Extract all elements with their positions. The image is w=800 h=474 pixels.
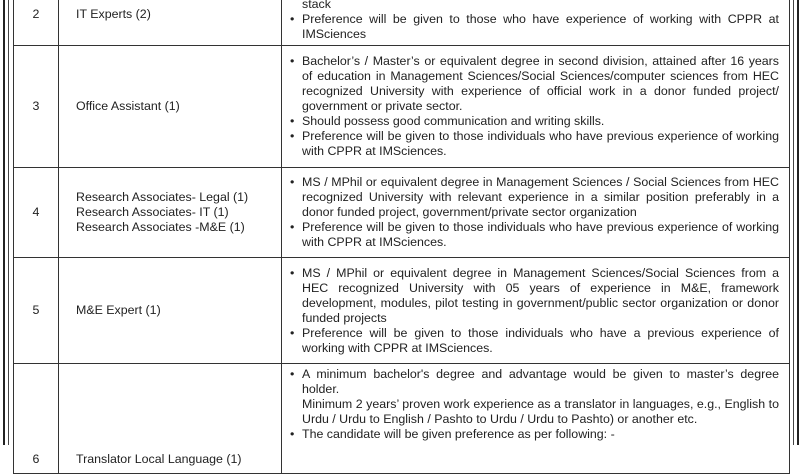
requirements-list <box>289 54 779 159</box>
page-border-left <box>3 0 5 445</box>
requirements-list <box>289 175 779 250</box>
requirements-cell <box>282 364 790 474</box>
requirements-list <box>289 367 779 442</box>
table-row <box>14 364 790 474</box>
requirement-item: • Preference will be given to those who have experience of working with CPPR at IMSciences <box>289 12 779 42</box>
requirements-cell <box>282 46 790 168</box>
requirements-cell <box>282 0 790 46</box>
position-title <box>59 0 282 46</box>
position-line: Research Associates- Legal (1) <box>76 190 249 204</box>
requirement-item: • Should possess good communication and writing skills. <box>289 114 779 129</box>
requirement-item: • Bachelor’s / Master’s or equivalent degree in second division, attained after 16 years of education in Management Sciences/Social Sciences/computer sciences from HEC recognized University with experience of official work in a donor funded project/ government or private sector. <box>289 54 779 114</box>
page-border-right <box>797 0 799 445</box>
requirement-item: • A minimum bachelor's degree and advantage would be given to master’s degree holder. <box>289 367 779 397</box>
position-title <box>59 168 282 258</box>
table-row <box>14 46 790 168</box>
position-line: Office Assistant (1) <box>76 99 180 113</box>
position-line: Translator Local Language (1) <box>76 452 242 466</box>
position-title <box>59 364 282 474</box>
requirements-cell <box>282 258 790 364</box>
position-line: Research Associates -M&E (1) <box>76 220 245 234</box>
requirement-item: Minimum 2 years’ proven work experience as a translator in languages, e.g., English to Urdu / Urdu to English / Pashto to Urdu / Urdu to Pashto) or another etc. <box>302 397 779 426</box>
position-line: M&E Expert (1) <box>76 303 161 317</box>
position-title <box>59 258 282 364</box>
requirement-item: • MS / MPhil or equivalent degree in Management Sciences / Social Sciences from HEC recognized University with relevant experience in a similar position preferably in a donor funded project, government/private sector organization <box>289 175 779 220</box>
serial-number: 5 <box>14 258 59 364</box>
serial-number: 4 <box>14 168 59 258</box>
positions-table <box>13 0 790 474</box>
requirement-item: • Preference will be given to those individuals who have a previous experience of working with CPPR at IMSciences. <box>289 326 779 356</box>
requirement-item: • MS / MPhil or equivalent degree in Management Sciences/Social Sciences from a HEC recognized University with 05 years of experience in M&E, framework development, modules, pilot testing in government/public sector organization or donor funded projects <box>289 266 779 326</box>
serial-number: 6 <box>14 364 59 474</box>
table-row <box>14 258 790 364</box>
requirement-item: stack <box>302 0 331 11</box>
serial-number: 2 <box>14 0 59 46</box>
table-row <box>14 0 790 46</box>
requirements-cell <box>282 168 790 258</box>
requirement-item: • Preference will be given to those individuals who have previous experience of working with CPPR at IMSciences. <box>289 220 779 250</box>
requirement-item: • The candidate will be given preference as per following: - <box>289 427 779 442</box>
position-line: IT Experts (2) <box>76 6 151 21</box>
requirement-item: • Preference will be given to those individuals who have previous experience of working with CPPR at IMSciences. <box>289 129 779 159</box>
position-line: Research Associates- IT (1) <box>76 205 229 219</box>
page-border-right-inner <box>793 0 794 445</box>
position-title <box>59 46 282 168</box>
requirements-list <box>289 0 779 42</box>
page-border-left-inner <box>8 0 9 445</box>
serial-number: 3 <box>14 46 59 168</box>
table-row <box>14 168 790 258</box>
requirements-list <box>289 266 779 356</box>
